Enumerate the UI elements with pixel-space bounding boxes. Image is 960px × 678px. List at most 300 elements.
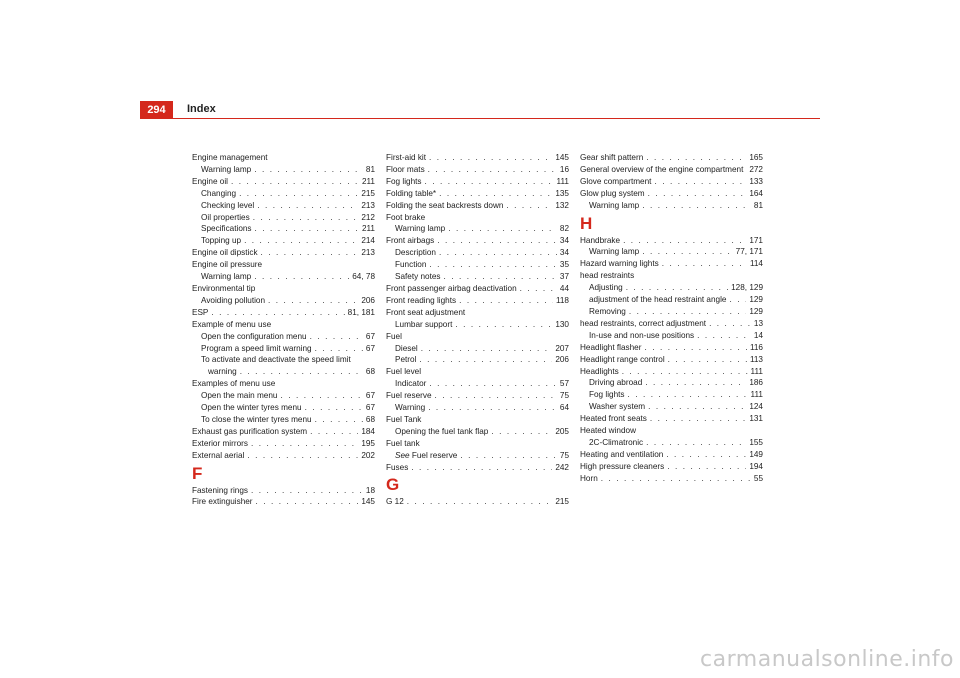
- index-subentry: [580, 389, 763, 401]
- index-term: Folding table*: [386, 188, 437, 198]
- page-reference: 114: [749, 259, 763, 269]
- dot-leader: [211, 307, 344, 319]
- index-term: [395, 450, 457, 462]
- dot-leader: [646, 437, 746, 449]
- index-term: Changing: [201, 188, 237, 198]
- dot-leader: [257, 200, 358, 212]
- dot-leader: [244, 235, 358, 247]
- dot-leader: [310, 426, 358, 438]
- page-reference: 64: [559, 403, 569, 413]
- dot-leader: [439, 247, 557, 259]
- index-subentry: [580, 306, 763, 318]
- index-subentry: [580, 330, 763, 342]
- page-reference: 184: [361, 426, 375, 436]
- index-subentry: [580, 200, 763, 212]
- index-entry: [192, 438, 375, 450]
- dot-leader: [310, 331, 363, 343]
- page-title: Index: [187, 103, 216, 115]
- index-term: Adjusting: [589, 283, 623, 293]
- index-subentry: [580, 282, 763, 294]
- index-term: High pressure cleaners: [580, 461, 665, 471]
- page-reference: 37: [559, 272, 569, 282]
- dot-leader: [231, 176, 359, 188]
- page-reference: 129: [749, 306, 763, 316]
- index-entry: [580, 449, 763, 461]
- dot-leader: [520, 283, 557, 295]
- index-term: Oil properties: [201, 212, 250, 222]
- index-entry: [386, 295, 569, 307]
- index-entry: [192, 496, 375, 508]
- page-reference: 145: [555, 153, 569, 162]
- page-reference: 130: [555, 319, 569, 329]
- dot-leader: [642, 200, 751, 212]
- index-term: First-aid kit: [386, 153, 427, 162]
- index-term: Heating and ventilation: [580, 449, 664, 459]
- dot-leader: [491, 426, 552, 438]
- index-term: Fastening rings: [192, 485, 248, 495]
- index-entry: [192, 307, 375, 319]
- index-term: Indicator: [395, 379, 427, 389]
- dot-leader: [239, 188, 358, 200]
- dot-leader: [421, 343, 553, 355]
- page-reference: 75: [559, 391, 569, 401]
- index-term: Front airbags: [386, 236, 435, 246]
- dot-leader: [419, 354, 552, 366]
- page-reference: 207: [555, 343, 569, 353]
- dot-leader: [256, 496, 359, 508]
- dot-leader: [255, 223, 359, 235]
- index-term: Fuel tank: [386, 438, 420, 448]
- index-term: Front seat adjustment: [386, 307, 466, 317]
- page-reference: 67: [365, 343, 375, 353]
- index-term: In-use and non-use positions: [589, 330, 695, 340]
- page-reference: 67: [365, 331, 375, 341]
- index-term: Engine oil dipstick: [192, 248, 258, 258]
- page-reference: 57: [559, 379, 569, 389]
- index-term: Gear shift pattern: [580, 153, 644, 162]
- index-entry: [386, 462, 569, 474]
- index-term: Safety notes: [395, 272, 441, 282]
- index-term: Environmental tip: [192, 283, 256, 293]
- page-reference: 124: [749, 402, 763, 412]
- page-reference: 68: [365, 414, 375, 424]
- page-reference: 206: [555, 355, 569, 365]
- index-entry: [192, 485, 375, 497]
- index-term: Diesel: [395, 343, 418, 353]
- dot-leader: [268, 295, 358, 307]
- dot-leader: [650, 413, 746, 425]
- page-reference: 18: [365, 485, 375, 495]
- index-entry: [386, 283, 569, 295]
- index-subentry: [580, 437, 763, 449]
- page-reference: 67: [365, 391, 375, 401]
- dot-leader: [601, 473, 751, 485]
- index-term: Floor mats: [386, 164, 425, 174]
- index-subentry: [192, 343, 375, 355]
- index-term: Front passenger airbag deactivation: [386, 283, 517, 293]
- dot-leader: [662, 258, 747, 270]
- index-subentry: [580, 294, 763, 306]
- page-reference: 211: [361, 176, 375, 186]
- dot-leader: [428, 164, 557, 176]
- index-entry: [192, 152, 375, 164]
- header-rule: [140, 118, 820, 119]
- index-term: Example of menu use: [192, 319, 272, 329]
- index-term: Washer system: [589, 402, 646, 412]
- index-term: G 12: [386, 497, 404, 507]
- page-reference: 81: [365, 164, 375, 174]
- dot-leader: [429, 378, 556, 390]
- index-entry: [386, 188, 569, 200]
- index-column-1: [192, 152, 375, 508]
- dot-leader: [444, 271, 557, 283]
- index-term: Headlights: [580, 366, 619, 376]
- index-entry: [386, 235, 569, 247]
- dot-leader: [645, 377, 746, 389]
- dot-leader: [428, 402, 557, 414]
- index-term: Engine oil: [192, 176, 228, 186]
- dot-leader: [667, 461, 746, 473]
- index-subentry: [386, 223, 569, 235]
- index-entry: [580, 413, 763, 425]
- index-subentry: [386, 426, 569, 438]
- dot-leader: [251, 438, 358, 450]
- index-term: Warning lamp: [395, 224, 446, 234]
- page-number: 294: [147, 103, 166, 116]
- index-subentry: [192, 366, 375, 378]
- index-entry: [580, 354, 763, 366]
- index-column-3: [580, 152, 763, 485]
- page-reference: 131: [749, 414, 763, 424]
- index-entry: [386, 331, 569, 343]
- index-subentry: [580, 246, 763, 258]
- page-reference: 213: [361, 200, 375, 210]
- dot-leader: [429, 259, 556, 271]
- dot-leader: [709, 318, 751, 330]
- index-subentry: [386, 402, 569, 414]
- index-term: Specifications: [201, 224, 252, 234]
- index-entry: [580, 152, 763, 164]
- index-term: Heated window: [580, 426, 636, 436]
- page-reference: 171: [749, 235, 763, 245]
- index-subentry: [580, 377, 763, 389]
- page-reference: 111: [750, 390, 763, 400]
- page-reference: 75: [559, 450, 569, 460]
- page-reference: 135: [555, 188, 569, 198]
- index-entry: [580, 473, 763, 485]
- index-entry: [192, 283, 375, 295]
- index-subentry: [192, 354, 375, 366]
- dot-leader: [315, 343, 363, 355]
- page-reference: 34: [559, 236, 569, 246]
- index-term: Warning lamp: [201, 272, 252, 282]
- dot-leader: [247, 450, 358, 462]
- index-term: Front reading lights: [386, 295, 457, 305]
- index-term: Warning lamp: [589, 200, 640, 210]
- dot-leader: [437, 235, 557, 247]
- page-reference: 44: [559, 283, 569, 293]
- index-term: Warning lamp: [201, 164, 252, 174]
- page-reference: 81, 181: [347, 307, 375, 317]
- index-term: ESP: [192, 307, 209, 317]
- index-term: Fog lights: [589, 390, 625, 400]
- page-reference: 64, 78: [352, 272, 375, 282]
- dot-leader: [280, 390, 362, 402]
- page-reference: 68: [365, 367, 375, 377]
- index-term: Glow plug system: [580, 188, 645, 198]
- index-entry: [580, 188, 763, 200]
- index-section-letter: F: [192, 463, 203, 483]
- index-term: Avoiding pollution: [201, 295, 266, 305]
- dot-leader: [506, 200, 552, 212]
- page-reference: 211: [361, 224, 375, 234]
- index-entry: [580, 366, 763, 378]
- index-term: warning: [208, 367, 237, 377]
- index-section-letter: G: [386, 475, 400, 495]
- index-term: Program a speed limit warning: [201, 343, 312, 353]
- index-term: Open the main menu: [201, 391, 278, 401]
- dot-leader: [697, 330, 751, 342]
- dot-leader: [648, 401, 746, 413]
- page-reference: 14: [753, 330, 763, 340]
- index-entry: [386, 176, 569, 188]
- index-term: Lumbar support: [395, 319, 453, 329]
- index-subentry: [386, 319, 569, 331]
- index-term: Engine management: [192, 153, 268, 162]
- dot-leader: [455, 319, 552, 331]
- index-subentry: [192, 402, 375, 414]
- index-entry: [192, 247, 375, 259]
- index-entry: [386, 212, 569, 224]
- index-term: Fuel level: [386, 367, 422, 377]
- index-entry: [580, 461, 763, 473]
- dot-leader: [648, 188, 747, 200]
- page-reference: 16: [559, 164, 569, 174]
- index-entry: [386, 200, 569, 212]
- dot-leader: [729, 294, 746, 306]
- page-reference: 132: [555, 200, 569, 210]
- index-term: Folding the seat backrests down: [386, 200, 504, 210]
- dot-leader: [642, 246, 732, 258]
- index-subentry: [192, 331, 375, 343]
- index-term: Fire extinguisher: [192, 497, 253, 507]
- index-entry: [386, 414, 569, 426]
- dot-leader: [253, 212, 359, 224]
- index-term: Function: [395, 260, 427, 270]
- index-term: Examples of menu use: [192, 379, 276, 389]
- page-reference: 111: [556, 176, 569, 186]
- index-entry: [192, 426, 375, 438]
- index-term: Warning lamp: [589, 247, 640, 257]
- page-reference: 111: [750, 366, 763, 376]
- index-subentry: [386, 450, 569, 462]
- index-term: Exterior mirrors: [192, 438, 248, 448]
- index-subentry: [386, 259, 569, 271]
- index-entry: [386, 390, 569, 402]
- index-entry: [580, 342, 763, 354]
- watermark: carmanualsonline.info: [700, 647, 954, 672]
- index-subentry: [192, 295, 375, 307]
- dot-leader: [435, 390, 557, 402]
- index-term: Exhaust gas purification system: [192, 426, 308, 436]
- index-term: Hazard warning lights: [580, 259, 659, 269]
- index-entry: [580, 235, 763, 247]
- page-reference: 212: [361, 212, 375, 222]
- index-term: Driving abroad: [589, 378, 643, 388]
- index-subentry: [192, 271, 375, 283]
- index-term: Glove compartment: [580, 176, 652, 186]
- page-reference: 242: [555, 462, 569, 472]
- index-column-2: [386, 152, 569, 508]
- index-entry: [580, 270, 763, 282]
- dot-leader: [628, 389, 748, 401]
- index-subentry: [386, 354, 569, 366]
- index-term: head restraints: [580, 271, 635, 281]
- dot-leader: [460, 450, 557, 462]
- index-entry: [580, 164, 763, 176]
- index-term: Fuel reserve: [386, 391, 432, 401]
- index-term: adjustment of the head restraint angle: [589, 295, 727, 305]
- dot-leader: [305, 402, 363, 414]
- dot-leader: [448, 223, 557, 235]
- see-reference-target: Fuel reserve: [411, 450, 458, 460]
- page-reference: 34: [559, 248, 569, 258]
- index-entry: [386, 164, 569, 176]
- dot-leader: [623, 235, 746, 247]
- page-reference: 67: [365, 403, 375, 413]
- dot-leader: [439, 188, 552, 200]
- index-term: Handbrake: [580, 235, 621, 245]
- index-term: Checking level: [201, 200, 255, 210]
- page-reference: 206: [361, 295, 375, 305]
- index-term: Removing: [589, 306, 626, 316]
- dot-leader: [646, 152, 746, 164]
- index-term: External aerial: [192, 450, 245, 460]
- index-term: Open the winter tyres menu: [201, 403, 302, 413]
- index-subentry: [192, 390, 375, 402]
- index-term: Heated front seats: [580, 414, 647, 424]
- index-term: General overview of the engine compartment: [580, 164, 744, 174]
- index-subentry: [192, 414, 375, 426]
- dot-leader: [459, 295, 553, 307]
- index-term: Fuses: [386, 462, 409, 472]
- page-number-badge: [140, 101, 173, 118]
- index-term: Topping up: [201, 236, 242, 246]
- dot-leader: [654, 176, 746, 188]
- index-term: Engine oil pressure: [192, 260, 263, 270]
- page-reference: 205: [555, 426, 569, 436]
- page-reference: 214: [361, 236, 375, 246]
- page-reference: 35: [559, 260, 569, 270]
- page-reference: 215: [361, 188, 375, 198]
- dot-leader: [626, 282, 728, 294]
- index-subentry: [192, 188, 375, 200]
- index-entry: [192, 319, 375, 331]
- index-subentry: [192, 212, 375, 224]
- dot-leader: [666, 449, 746, 461]
- page-reference: 128, 129: [731, 283, 763, 293]
- page-reference: 195: [361, 438, 375, 448]
- dot-leader: [315, 414, 363, 426]
- index-term: Fuel Tank: [386, 414, 422, 424]
- index-term: Open the configuration menu: [201, 331, 307, 341]
- index-subentry: [192, 223, 375, 235]
- index-entry: [580, 318, 763, 330]
- index-term: Fuel: [386, 331, 402, 341]
- dot-leader: [407, 496, 553, 508]
- page-reference: 82: [559, 224, 569, 234]
- dot-leader: [644, 342, 746, 354]
- dot-leader: [261, 247, 359, 259]
- index-term: Foot brake: [386, 212, 426, 222]
- index-subentry: [386, 271, 569, 283]
- index-subentry: [192, 235, 375, 247]
- page-reference: 215: [555, 497, 569, 507]
- index-subentry: [192, 164, 375, 176]
- page-reference: 118: [555, 295, 569, 305]
- dot-leader: [425, 176, 554, 188]
- dot-leader: [629, 306, 746, 318]
- index-entry: [386, 438, 569, 450]
- page-reference: 272: [749, 164, 763, 174]
- index-term: To close the winter tyres menu: [201, 414, 312, 424]
- page-reference: 129: [749, 295, 763, 305]
- index-section-letter: H: [580, 213, 593, 233]
- index-term: 2C-Climatronic: [589, 437, 644, 447]
- page-reference: 113: [749, 354, 763, 364]
- index-term: Warning: [395, 403, 426, 413]
- index-subentry: [580, 401, 763, 413]
- dot-leader: [429, 152, 552, 164]
- page-reference: 13: [753, 318, 763, 328]
- index-term: Petrol: [395, 355, 417, 365]
- index-entry: [580, 258, 763, 270]
- page-reference: 149: [749, 449, 763, 459]
- index-subentry: [386, 343, 569, 355]
- index-entry: [192, 450, 375, 462]
- page-reference: 155: [749, 437, 763, 447]
- page-reference: 186: [749, 378, 763, 388]
- index-subentry: [192, 200, 375, 212]
- index-term: Horn: [580, 473, 598, 483]
- page-reference: 165: [749, 153, 763, 162]
- dot-leader: [251, 485, 363, 497]
- dot-leader: [411, 462, 552, 474]
- page-reference: 202: [361, 450, 375, 460]
- index-subentry: [386, 378, 569, 390]
- index-term: head restraints, correct adjustment: [580, 318, 707, 328]
- dot-leader: [240, 366, 363, 378]
- index-term: Description: [395, 248, 436, 258]
- page-reference: 145: [361, 497, 375, 507]
- dot-leader: [668, 354, 747, 366]
- dot-leader: [254, 164, 363, 176]
- index-term: Headlight flasher: [580, 342, 642, 352]
- index-term: To activate and deactivate the speed limit: [201, 355, 351, 365]
- index-term: Headlight range control: [580, 354, 665, 364]
- index-entry: [386, 366, 569, 378]
- dot-leader: [254, 271, 349, 283]
- see-reference-label: See: [395, 450, 410, 460]
- page-reference: 133: [749, 176, 763, 186]
- page-reference: 213: [361, 248, 375, 258]
- page-reference: 77, 171: [735, 247, 763, 257]
- page-reference: 164: [749, 188, 763, 198]
- index-entry: [386, 496, 569, 508]
- index-term: Fog lights: [386, 176, 422, 186]
- index-entry: [192, 176, 375, 188]
- index-entry: [192, 259, 375, 271]
